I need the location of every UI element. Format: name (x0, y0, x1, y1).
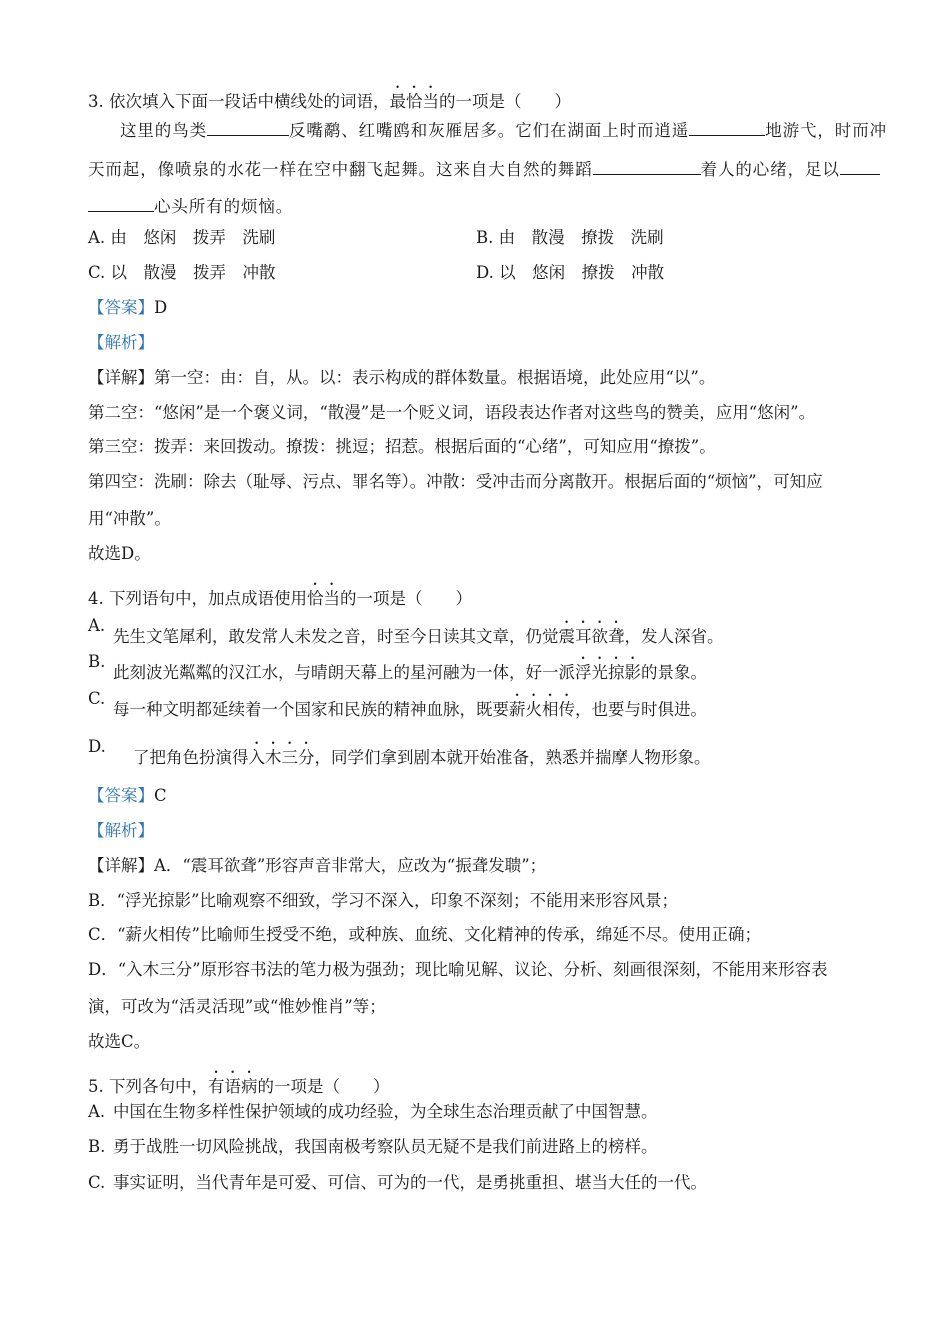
q3-answer (88, 300, 167, 317)
q5-stem-tail: 的一项是（ ） (257, 1077, 390, 1096)
detail-text: A．“震耳欲聋”形容声音非常大，应改为“振聋发聩”； (154, 856, 547, 875)
q3-conclusion: 故选D。 (88, 544, 151, 563)
passage-text: 反嘴鹬、红嘴鸥和灰雁居多。它们在湖面上时而逍遥 (289, 121, 690, 140)
q3-detail-1 (88, 370, 715, 387)
q5-option-b: 勇于战胜一切风险挑战，我国南极考察队员无疑不是我们前进路上的榜样。 (113, 1137, 658, 1156)
option-text: ，发人深省。 (624, 627, 724, 646)
q4-option-a-label: A. (88, 616, 106, 635)
q3-detail-5: 用“冲散”。 (88, 509, 171, 528)
passage-text: 心头所有的烦恼。 (154, 197, 294, 216)
q3-stem-emphasis: 最恰当 (389, 92, 439, 111)
detail-tag: 【详解】 (88, 856, 154, 875)
q4-option-d-label: D. (88, 737, 106, 756)
q3-passage-line-3 (88, 197, 293, 216)
q5-option-b-label: B. (88, 1137, 106, 1156)
fill-blank-4a (840, 160, 880, 175)
q5-stem-emphasis: 有语病 (208, 1077, 258, 1096)
idiom-emphasis: 薪火相传 (509, 700, 575, 719)
q3-option-b: B. 由 散漫 撩拨 洗刷 (476, 228, 664, 247)
answer-value: C (154, 786, 167, 805)
q4-stem-tail: 的一项是（ ） (340, 589, 472, 608)
detail-tag: 【详解】 (88, 368, 154, 387)
q3-option-c: C. 以 散漫 拨弄 冲散 (88, 263, 276, 282)
option-text: 此刻波光粼粼的汉江水，与晴朗天幕上的星河融为一体，好一派 (113, 663, 575, 682)
q3-option-a: A. 由 悠闲 拨弄 洗刷 (88, 228, 276, 247)
idiom-emphasis: 入木三分 (248, 748, 315, 767)
passage-text: 这里的鸟类 (120, 121, 207, 140)
passage-text: 着人的心绪，足以 (700, 160, 840, 179)
q3-detail-4: 第四空：洗刷：除去（耻辱、污点、罪名等）。冲散：受冲击而分离散开。根据后面的“烦恼”，可知应 (88, 472, 823, 491)
idiom-emphasis: 震耳欲聋 (558, 627, 625, 646)
q3-detail-2: 第二空：“悠闲”是一个褒义词，“散漫”是一个贬义词，语段表达作者对这些鸟的赞美，应用“悠闲”。 (88, 403, 816, 422)
q4-option-b (113, 654, 707, 682)
fill-blank-4b (88, 197, 154, 212)
q4-stem-emphasis: 恰当 (307, 589, 340, 608)
passage-text: 天而起，像喷泉的水花一样在空中翻飞起舞。这来自大自然的舞蹈 (88, 160, 593, 179)
q4-stem (88, 580, 472, 608)
option-text: ，同学们拿到剧本就开始准备，熟悉并揣摩人物形象。 (314, 748, 711, 767)
q3-stem-text: 3. 依次填入下面一段话中横线处的词语， (88, 92, 390, 111)
option-text: 的景象。 (641, 663, 707, 682)
option-text: 每一种文明都延续着一个国家和民族的精神血脉，既要 (113, 700, 509, 719)
q5-option-a: 中国在生物多样性保护领域的成功经验，为全球生态治理贡献了中国智慧。 (113, 1102, 658, 1121)
q4-detail-3: C．“薪火相传”比喻师生授受不绝，或种族、血统、文化精神的传承，绵延不尽。使用正确； (88, 925, 761, 944)
q5-option-a-label: A. (88, 1102, 106, 1121)
q5-option-c: 事实证明，当代青年是可爱、可信、可为的一代，是勇挑重担、堪当大任的一代。 (113, 1173, 707, 1192)
q4-option-b-label: B. (88, 652, 106, 671)
q5-stem (88, 1068, 390, 1096)
q4-option-c-label: C. (88, 689, 106, 708)
q3-option-d: D. 以 悠闲 撩拨 冲散 (476, 263, 665, 282)
q4-detail-1 (88, 858, 546, 875)
fill-blank-3 (593, 160, 701, 175)
q4-detail-2: B．“浮光掠影”比喻观察不细致，学习不深入，印象不深刻；不能用来形容风景； (88, 891, 678, 910)
q5-option-c-label: C. (88, 1173, 106, 1192)
answer-tag: 【答案】 (88, 298, 154, 317)
q4-detail-5: 演，可改为“活灵活现”或“惟妙惟肖”等； (88, 997, 386, 1016)
q4-analysis-tag: 【解析】 (88, 821, 154, 840)
fill-blank-1 (207, 121, 289, 136)
q4-option-a (113, 618, 724, 646)
q3-passage-line-2 (88, 160, 880, 179)
idiom-emphasis: 浮光掠影 (575, 663, 641, 682)
q4-option-c (113, 691, 707, 719)
q4-answer (88, 788, 167, 805)
detail-text: 第一空：由：自，从。以：表示构成的群体数量。根据语境，此处应用“以”。 (154, 368, 716, 387)
q4-option-d (133, 739, 711, 767)
q4-detail-4: D．“入木三分”原形容书法的笔力极为强劲；现比喻见解、议论、分析、刻画很深刻，不能用来形容表 (88, 960, 828, 979)
option-text: 先生文笔犀利，敢发常人未发之音，时至今日读其文章，仍觉 (113, 627, 559, 646)
q3-stem (88, 83, 571, 111)
q3-passage-line-1 (120, 121, 887, 140)
q3-analysis-tag: 【解析】 (88, 333, 154, 352)
answer-tag: 【答案】 (88, 786, 154, 805)
q3-detail-3: 第三空：拨弄：来回拨动。撩拨：挑逗；招惹。根据后面的“心绪”，可知应用“撩拨”。 (88, 437, 716, 456)
answer-value: D (154, 298, 168, 317)
fill-blank-2 (689, 121, 765, 136)
option-text: ，也要与时俱进。 (575, 700, 707, 719)
q4-conclusion: 故选C。 (88, 1032, 151, 1051)
passage-text: 地游弋，时而冲 (765, 121, 888, 140)
q3-stem-tail: 的一项是（ ） (439, 92, 571, 111)
q5-stem-text: 5. 下列各句中， (88, 1077, 208, 1096)
option-text: 了把角色扮演得 (133, 748, 249, 767)
q4-stem-text: 4. 下列语句中，加点成语使用 (88, 589, 307, 608)
